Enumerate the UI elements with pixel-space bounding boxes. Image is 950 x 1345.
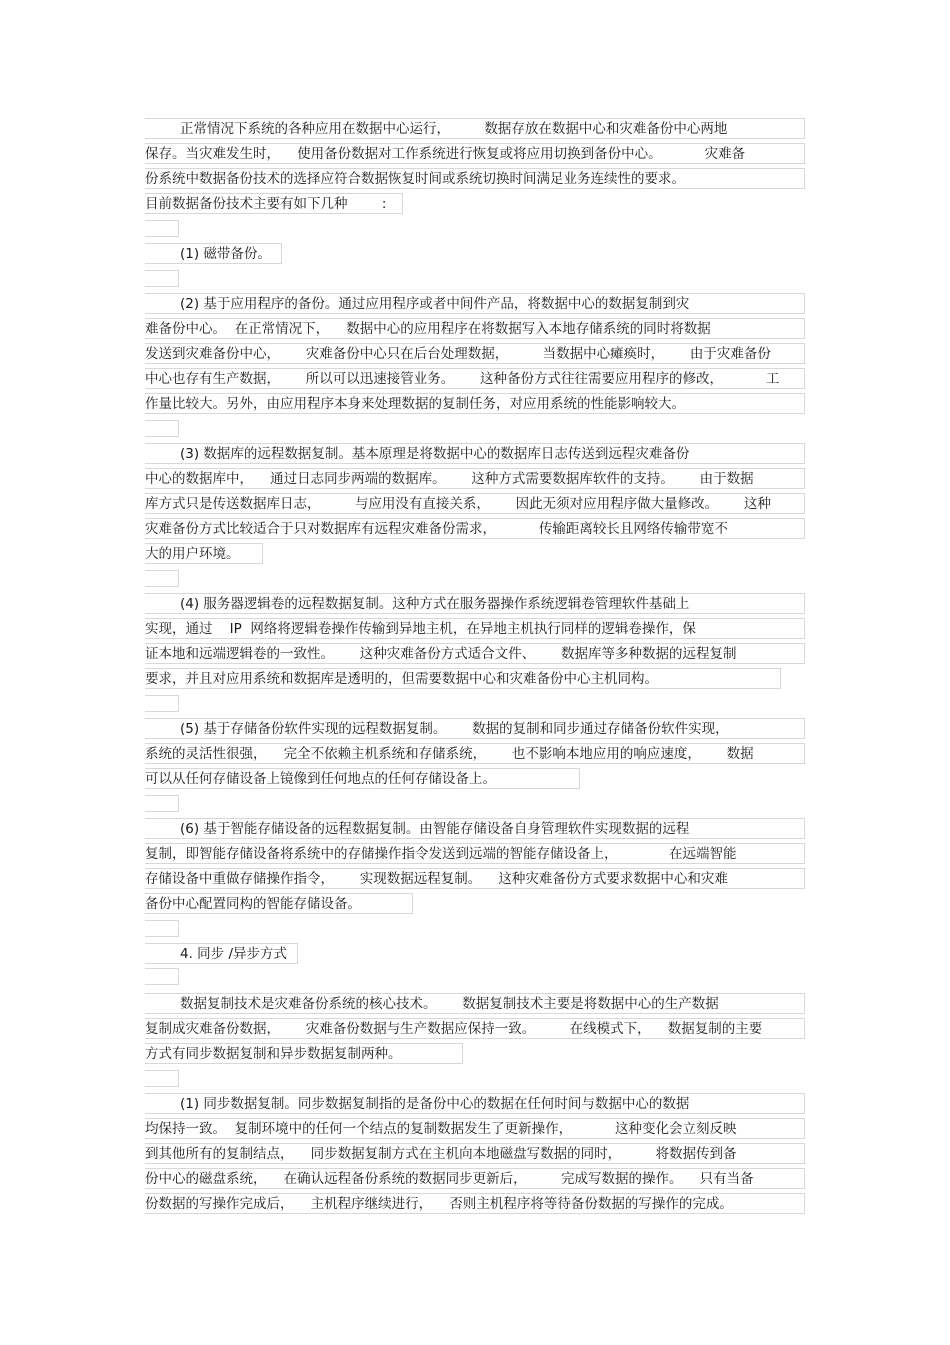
text-line: 中心也存有生产数据， 所以可以迅速接管业务。 这种备份方式往往需要应用程序的修改， 工	[145, 368, 805, 389]
empty-line-box	[145, 270, 179, 287]
text-line: 备份中心配置同构的智能存储设备。	[145, 893, 413, 914]
empty-line-box	[145, 570, 179, 587]
text-line: 系统的灵活性很强， 完全不依赖主机系统和存储系统， 也不影响本地应用的响应速度， 数据	[145, 743, 805, 764]
text-line: 可以从任何存储设备上镜像到任何地点的任何存储设备上。	[145, 768, 580, 789]
text-line: 正常情况下系统的各种应用在数据中心运行， 数据存放在数据中心和灾难备份中心两地	[145, 118, 805, 139]
text-line: 数据复制技术是灾难备份系统的核心技术。 数据复制技术主要是将数据中心的生产数据	[145, 993, 805, 1014]
text-line: 难备份中心。 在正常情况下， 数据中心的应用程序在将数据写入本地存储系统的同时将数据	[145, 318, 805, 339]
text-line: 库方式只是传送数据库日志， 与应用没有直接关系， 因此无须对应用程序做大量修改。 这种	[145, 493, 805, 514]
text-line: (2) 基于应用程序的备份。通过应用程序或者中间件产品，将数据中心的数据复制到灾	[145, 293, 805, 314]
empty-line-box	[145, 968, 179, 985]
text-line: (6) 基于智能存储设备的远程数据复制。由智能存储设备自身管理软件实现数据的远程	[145, 818, 805, 839]
text-line: 目前数据备份技术主要有如下几种 :	[145, 193, 403, 214]
text-line: 方式有同步数据复制和异步数据复制两种。	[145, 1043, 463, 1064]
text-line: 要求，并且对应用系统和数据库是透明的，但需要数据中心和灾难备份中心主机同构。	[145, 668, 781, 689]
empty-line-box	[145, 220, 179, 237]
text-line: 证本地和远端逻辑卷的一致性。 这种灾难备份方式适合文件、 数据库等多种数据的远程复制	[145, 643, 805, 664]
text-line: 份中心的磁盘系统， 在确认远程备份系统的数据同步更新后， 完成写数据的操作。 只有当备	[145, 1168, 805, 1189]
text-line: 份系统中数据备份技术的选择应符合数据恢复时间或系统切换时间满足业务连续性的要求。	[145, 168, 805, 189]
empty-line-box	[145, 920, 179, 937]
text-line: 实现，通过 IP 网络将逻辑卷操作传输到异地主机，在异地主机执行同样的逻辑卷操作，保	[145, 618, 805, 639]
text-line: 灾难备份方式比较适合于只对数据库有远程灾难备份需求， 传输距离较长且网络传输带宽不	[145, 518, 805, 539]
empty-line-box	[145, 1070, 179, 1087]
text-line: 到其他所有的复制结点， 同步数据复制方式在主机向本地磁盘写数据的同时， 将数据传到备	[145, 1143, 805, 1164]
text-line: (5) 基于存储备份软件实现的远程数据复制。 数据的复制和同步通过存储备份软件实现，	[145, 718, 805, 739]
text-line: 发送到灾难备份中心， 灾难备份中心只在后台处理数据， 当数据中心瘫痪时， 由于灾难备份	[145, 343, 805, 364]
text-line: 复制，即智能存储设备将系统中的存储操作指令发送到远端的智能存储设备上， 在远端智能	[145, 843, 805, 864]
empty-line-box	[145, 420, 179, 437]
text-line: 作量比较大。另外，由应用程序本身来处理数据的复制任务，对应用系统的性能影响较大。	[145, 393, 805, 414]
text-line: (4) 服务器逻辑卷的远程数据复制。这种方式在服务器操作系统逻辑卷管理软件基础上	[145, 593, 805, 614]
section-heading: 4. 同步 /异步方式	[145, 943, 298, 964]
text-line: 存储设备中重做存储操作指令， 实现数据远程复制。 这种灾难备份方式要求数据中心和灾难	[145, 868, 805, 889]
text-line: 复制成灾难备份数据， 灾难备份数据与生产数据应保持一致。 在线模式下， 数据复制的主要	[145, 1018, 805, 1039]
text-line: 中心的数据库中， 通过日志同步两端的数据库。 这种方式需要数据库软件的支持。 由于数据	[145, 468, 805, 489]
empty-line-box	[145, 795, 179, 812]
text-line: (3) 数据库的远程数据复制。基本原理是将数据中心的数据库日志传送到远程灾难备份	[145, 443, 805, 464]
text-line: (1) 磁带备份。	[145, 243, 282, 264]
empty-line-box	[145, 695, 179, 712]
text-line: 均保持一致。 复制环境中的任何一个结点的复制数据发生了更新操作， 这种变化会立刻反映	[145, 1118, 805, 1139]
text-line: 保存。当灾难发生时， 使用备份数据对工作系统进行恢复或将应用切换到备份中心。 灾难备	[145, 143, 805, 164]
text-line: 大的用户环境。	[145, 543, 263, 564]
text-line: 份数据的写操作完成后， 主机程序继续进行， 否则主机程序将等待备份数据的写操作的完成。	[145, 1193, 805, 1214]
text-line: (1) 同步数据复制。同步数据复制指的是备份中心的数据在任何时间与数据中心的数据	[145, 1093, 805, 1114]
